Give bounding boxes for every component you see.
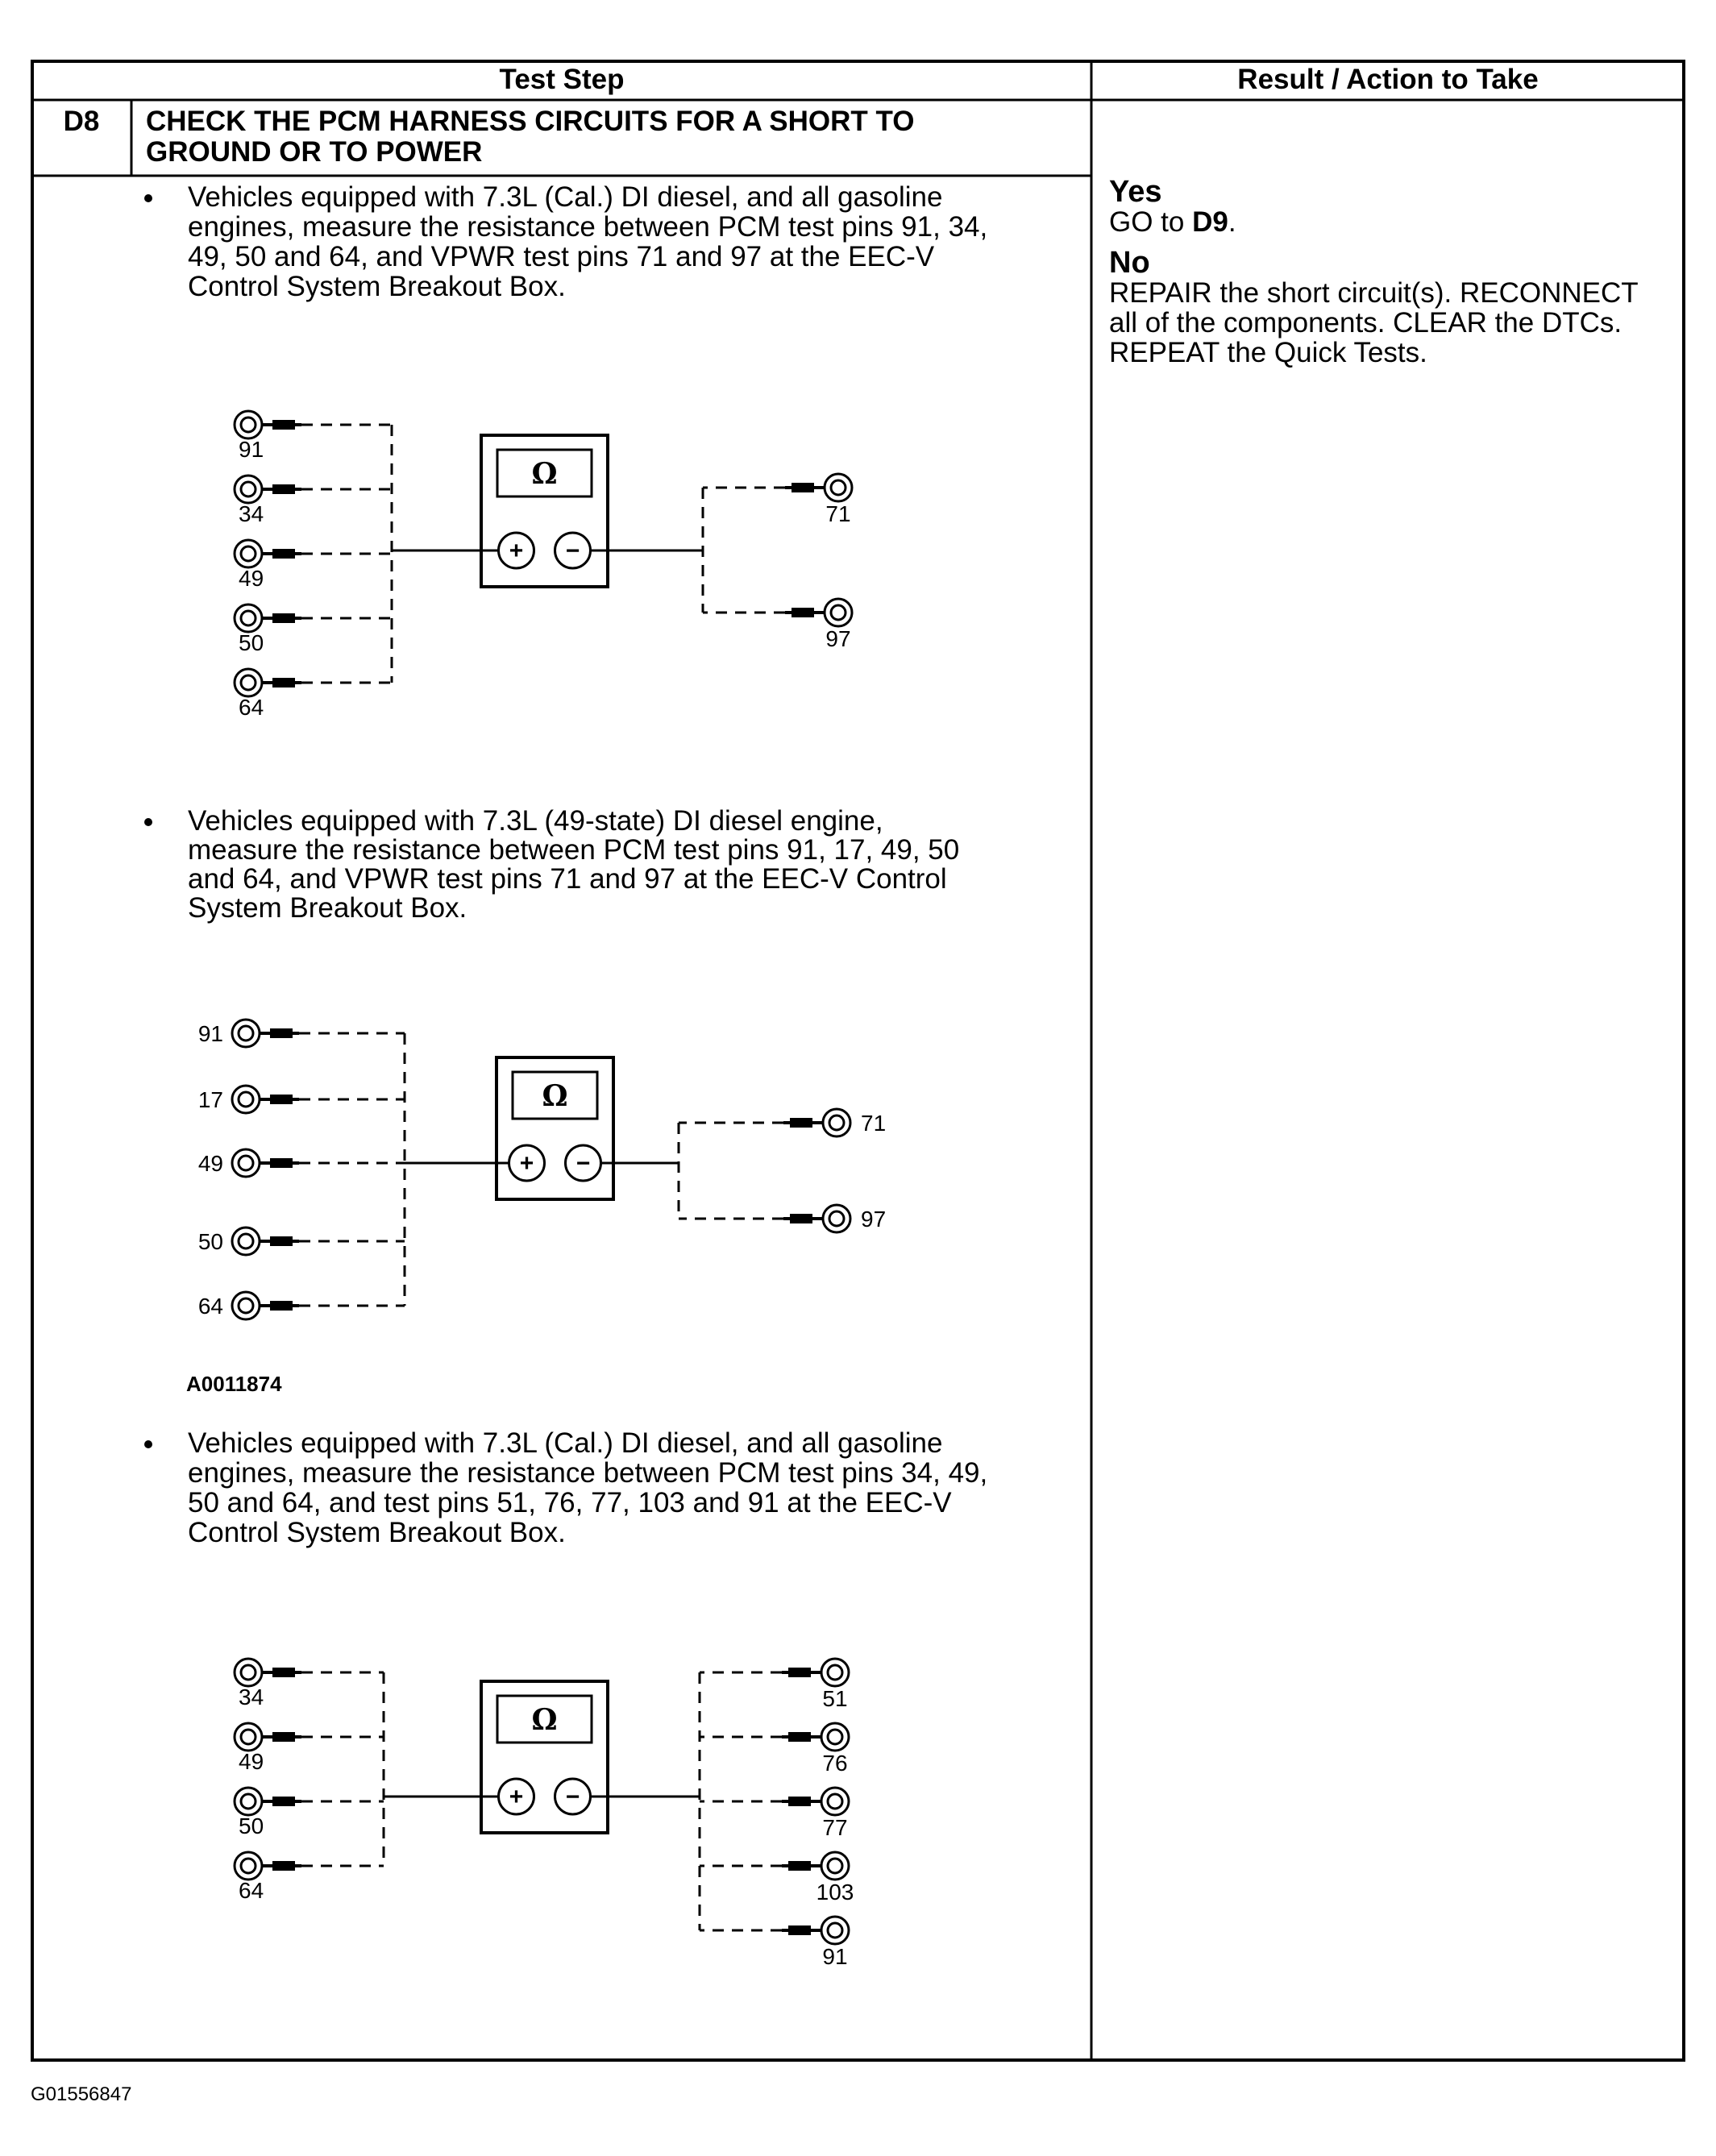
bullet-1-line-2: engines, measure the resistance between PCM test pins 91, 34,	[188, 211, 988, 243]
probe-tip	[272, 484, 295, 494]
probe-tip	[788, 1797, 811, 1806]
pin-label: 91	[197, 1021, 223, 1046]
test-jack	[235, 1659, 262, 1686]
test-jack	[235, 476, 262, 503]
bullet-3-line-4: Control System Breakout Box.	[188, 1517, 566, 1548]
ohmmeter-diagram-2	[198, 1020, 886, 1319]
minus-sign: −	[565, 1784, 580, 1810]
test-jack	[235, 411, 262, 438]
test-jack	[232, 1020, 260, 1047]
probe-tip	[792, 608, 814, 617]
test-jack-center	[241, 482, 256, 496]
no-label: No	[1109, 246, 1150, 280]
test-jack	[235, 1852, 262, 1880]
pin-label: 49	[197, 1151, 223, 1176]
test-jack-center	[828, 1923, 842, 1938]
probe-tip	[270, 1301, 293, 1311]
test-jack-center	[239, 1156, 253, 1170]
pin-label: 71	[861, 1111, 887, 1136]
pin-label: 34	[239, 501, 264, 526]
bullet-dot	[144, 194, 152, 202]
test-jack-center	[239, 1298, 253, 1313]
step-title-line-2: GROUND OR TO POWER	[146, 136, 483, 168]
test-jack	[825, 474, 852, 501]
test-jack-center	[239, 1234, 253, 1248]
yes-label: Yes	[1109, 175, 1162, 209]
bullet-item-3	[144, 1427, 987, 1548]
result-action-header: Result / Action to Take	[1237, 64, 1539, 95]
probe-tip	[788, 1668, 811, 1677]
bullet-1-line-3: 49, 50 and 64, and VPWR test pins 71 and 97 at the EEC-V	[188, 241, 935, 272]
no-action-line-3: REPEAT the Quick Tests.	[1109, 337, 1427, 368]
bullet-1-line-4: Control System Breakout Box.	[188, 271, 566, 302]
test-jack-center	[239, 1026, 253, 1041]
probe-tip	[788, 1861, 811, 1871]
pin-label: 103	[816, 1880, 854, 1905]
pin-label: 71	[825, 501, 851, 526]
test-jack	[235, 669, 262, 696]
pin-label: 50	[197, 1229, 223, 1254]
plus-sign: +	[509, 538, 524, 564]
test-jack-center	[241, 1794, 256, 1809]
pin-label: 17	[197, 1087, 223, 1112]
result-action-cell	[1109, 175, 1639, 368]
test-jack-center	[829, 1211, 844, 1226]
probe-tip	[270, 1028, 293, 1038]
test-jack-center	[828, 1665, 842, 1680]
test-jack	[235, 540, 262, 567]
test-jack-center	[828, 1859, 842, 1873]
probe-tip	[272, 1861, 295, 1871]
bullet-item-2	[144, 805, 959, 924]
probe-tip	[272, 420, 295, 430]
pin-label: 51	[822, 1686, 848, 1711]
test-jack-center	[241, 1730, 256, 1744]
test-jack	[823, 1205, 850, 1232]
yes-period: .	[1228, 206, 1236, 238]
bullet-3-line-2: engines, measure the resistance between PCM test pins 34, 49,	[188, 1457, 988, 1489]
test-jack-center	[241, 546, 256, 561]
pin-label: 91	[822, 1944, 848, 1969]
test-jack-center	[241, 611, 256, 625]
test-step-header: Test Step	[499, 64, 625, 95]
probe-tip	[788, 1925, 811, 1935]
test-jack-center	[831, 605, 846, 620]
pin-label: 77	[822, 1815, 848, 1840]
test-jack	[821, 1917, 849, 1944]
test-jack-center	[241, 675, 256, 690]
test-jack	[232, 1149, 260, 1177]
bullet-dot	[144, 818, 152, 826]
bullet-2-line-3: and 64, and VPWR test pins 71 and 97 at the EEC-V Control	[188, 863, 947, 895]
minus-sign: −	[575, 1150, 591, 1177]
pin-label: 97	[825, 626, 851, 651]
test-jack-center	[239, 1092, 253, 1107]
pin-label: 64	[197, 1294, 223, 1319]
step-title-line-1: CHECK THE PCM HARNESS CIRCUITS FOR A SHORT TO	[146, 106, 915, 137]
yes-go-text: GO to	[1109, 206, 1193, 238]
test-jack	[232, 1228, 260, 1255]
probe-tip	[272, 1668, 295, 1677]
probe-tip	[272, 678, 295, 688]
test-jack	[821, 1723, 849, 1751]
probe-tip	[270, 1236, 293, 1246]
probe-tip	[270, 1095, 293, 1104]
step-id: D8	[63, 106, 100, 137]
bullet-3-line-1: Vehicles equipped with 7.3L (Cal.) DI diesel, and all gasoline	[188, 1427, 943, 1459]
probe-tip	[790, 1118, 812, 1128]
probe-tip	[272, 1797, 295, 1806]
pin-label: 49	[239, 1749, 264, 1774]
pin-label: 50	[239, 630, 264, 655]
plus-sign: +	[519, 1150, 534, 1177]
yes-action	[1109, 206, 1236, 238]
test-jack	[821, 1852, 849, 1880]
test-jack-center	[241, 1665, 256, 1680]
pin-label: 64	[239, 695, 264, 720]
bullet-item-1	[144, 181, 987, 302]
bullet-1-line-1: Vehicles equipped with 7.3L (Cal.) DI diesel, and all gasoline	[188, 181, 943, 213]
test-jack	[235, 1788, 262, 1815]
pin-label: 34	[239, 1685, 264, 1709]
probe-tip	[272, 549, 295, 559]
ohm-symbol: Ω	[531, 1703, 558, 1737]
document-id: G01556847	[31, 2083, 132, 2105]
ohm-symbol: Ω	[542, 1079, 568, 1113]
probe-tip	[270, 1158, 293, 1168]
probe-tip	[272, 1732, 295, 1742]
figure-id-label: A0011874	[186, 1372, 282, 1396]
pin-label: 49	[239, 566, 264, 591]
ohm-symbol: Ω	[531, 457, 558, 491]
minus-sign: −	[565, 538, 580, 564]
pin-label: 50	[239, 1813, 264, 1838]
pin-label: 97	[861, 1207, 887, 1232]
table-grid	[32, 61, 1684, 2060]
test-jack-center	[241, 417, 256, 432]
ohmmeter-diagram-1	[235, 411, 852, 720]
test-jack	[235, 604, 262, 632]
test-jack	[232, 1292, 260, 1319]
probe-tip	[790, 1214, 812, 1223]
test-jack-center	[831, 480, 846, 495]
pin-label: 76	[822, 1751, 848, 1776]
pin-label: 64	[239, 1878, 264, 1903]
test-jack	[823, 1109, 850, 1136]
ohmmeter-diagram-3	[235, 1659, 854, 1969]
test-jack-center	[829, 1115, 844, 1130]
no-action-line-1: REPAIR the short circuit(s). RECONNECT	[1109, 277, 1639, 309]
no-action-line-2: all of the components. CLEAR the DTCs.	[1109, 307, 1623, 339]
probe-tip	[272, 613, 295, 623]
test-jack	[235, 1723, 262, 1751]
yes-step-ref: D9	[1192, 206, 1228, 238]
bullet-2-line-2: measure the resistance between PCM test pins 91, 17, 49, 50	[188, 834, 960, 866]
test-jack	[232, 1086, 260, 1113]
test-jack	[825, 599, 852, 626]
test-jack	[821, 1788, 849, 1815]
probe-tip	[792, 483, 814, 492]
test-jack-center	[241, 1859, 256, 1873]
bullet-2-line-1: Vehicles equipped with 7.3L (49-state) DI diesel engine,	[188, 805, 883, 837]
pin-label: 91	[239, 437, 264, 462]
test-jack-center	[828, 1730, 842, 1744]
test-jack-center	[828, 1794, 842, 1809]
plus-sign: +	[509, 1784, 524, 1810]
bullet-2-line-4: System Breakout Box.	[188, 892, 467, 924]
bullet-dot	[144, 1440, 152, 1448]
bullet-3-line-3: 50 and 64, and test pins 51, 76, 77, 103 and 91 at the EEC-V	[188, 1487, 952, 1518]
test-jack	[821, 1659, 849, 1686]
probe-tip	[788, 1732, 811, 1742]
